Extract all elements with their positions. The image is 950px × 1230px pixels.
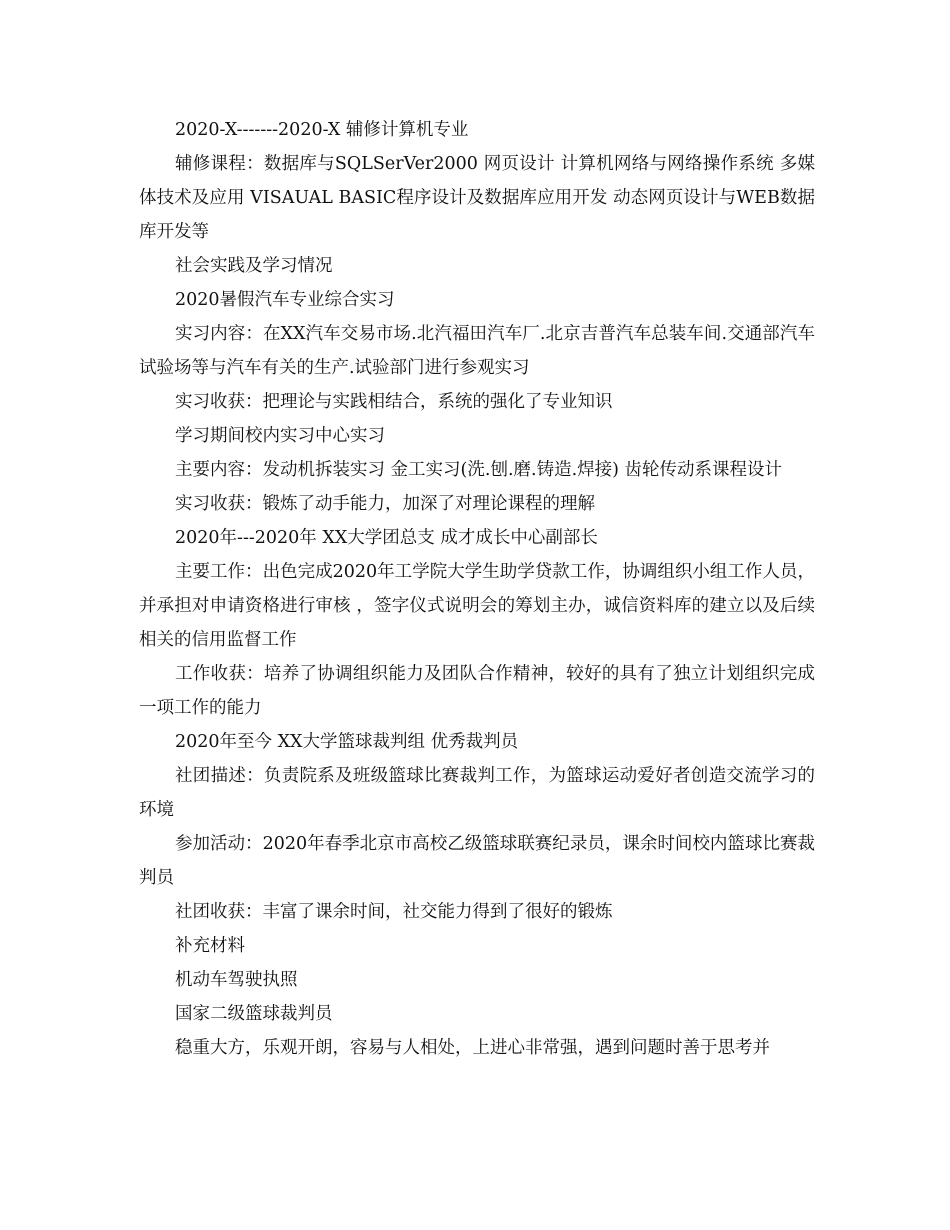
paragraph-minor-period: 2020-X-------2020-X 辅修计算机专业 bbox=[175, 120, 469, 140]
paragraph-summer-internship: 2020暑假汽车专业综合实习 bbox=[175, 290, 395, 310]
paragraph-referee-level: 国家二级篮球裁判员 bbox=[175, 1004, 333, 1024]
paragraph-minor-courses: 辅修课程：数据库与SQLSerVer2000 网页设计 计算机网络与网络操作系统 多媒体技术及应用 VISAUAL BASIC程序设计及数据库应用开发 动态网页设计与WEB数据库开发等 bbox=[139, 154, 815, 242]
paragraph-internship-gain: 实习收获：把理论与实践相结合，系统的强化了专业知识 bbox=[175, 392, 613, 412]
paragraph-work-gain: 工作收获：培养了协调组织能力及团队合作精神，较好的具有了独立计划组织完成一项工作的能力 bbox=[139, 664, 815, 718]
paragraph-practice-gain: 实习收获：锻炼了动手能力，加深了对理论课程的理解 bbox=[175, 494, 595, 514]
paragraph-activities: 参加活动：2020年春季北京市高校乙级篮球联赛纪录员，课余时间校内篮球比赛裁判员 bbox=[139, 834, 815, 888]
paragraph-internship-content: 实习内容：在XX汽车交易市场.北汽福田汽车厂.北京吉普汽车总装车间.交通部汽车试验场等与汽车有关的生产.试验部门进行参观实习 bbox=[139, 324, 815, 378]
paragraph-main-content: 主要内容：发动机拆装实习 金工实习(洗.刨.磨.铸造.焊接) 齿轮传动系课程设计 bbox=[175, 460, 783, 480]
document-body bbox=[139, 113, 815, 1065]
paragraph-campus-internship: 学习期间校内实习中心实习 bbox=[175, 426, 385, 446]
section-heading-practice: 社会实践及学习情况 bbox=[175, 256, 333, 276]
paragraph-club-description: 社团描述：负责院系及班级篮球比赛裁判工作，为篮球运动爱好者创造交流学习的环境 bbox=[139, 766, 815, 820]
paragraph-driver-license: 机动车驾驶执照 bbox=[175, 970, 298, 990]
paragraph-referee-group: 2020年至今 XX大学篮球裁判组 优秀裁判员 bbox=[175, 732, 519, 752]
paragraph-league-role: 2020年---2020年 XX大学团总支 成才成长中心副部长 bbox=[175, 528, 598, 548]
paragraph-main-work: 主要工作：出色完成2020年工学院大学生助学贷款工作，协调组织小组工作人员，并承担对申请资格进行审核 ，签字仪式说明会的筹划主办，诚信资料库的建立以及后续相关的信用监督工作 bbox=[139, 562, 815, 650]
paragraph-club-gain: 社团收获：丰富了课余时间，社交能力得到了很好的锻炼 bbox=[175, 902, 613, 922]
section-heading-supplement: 补充材料 bbox=[175, 936, 245, 956]
paragraph-self-evaluation: 稳重大方，乐观开朗，容易与人相处，上进心非常强，遇到问题时善于思考并 bbox=[175, 1038, 770, 1058]
